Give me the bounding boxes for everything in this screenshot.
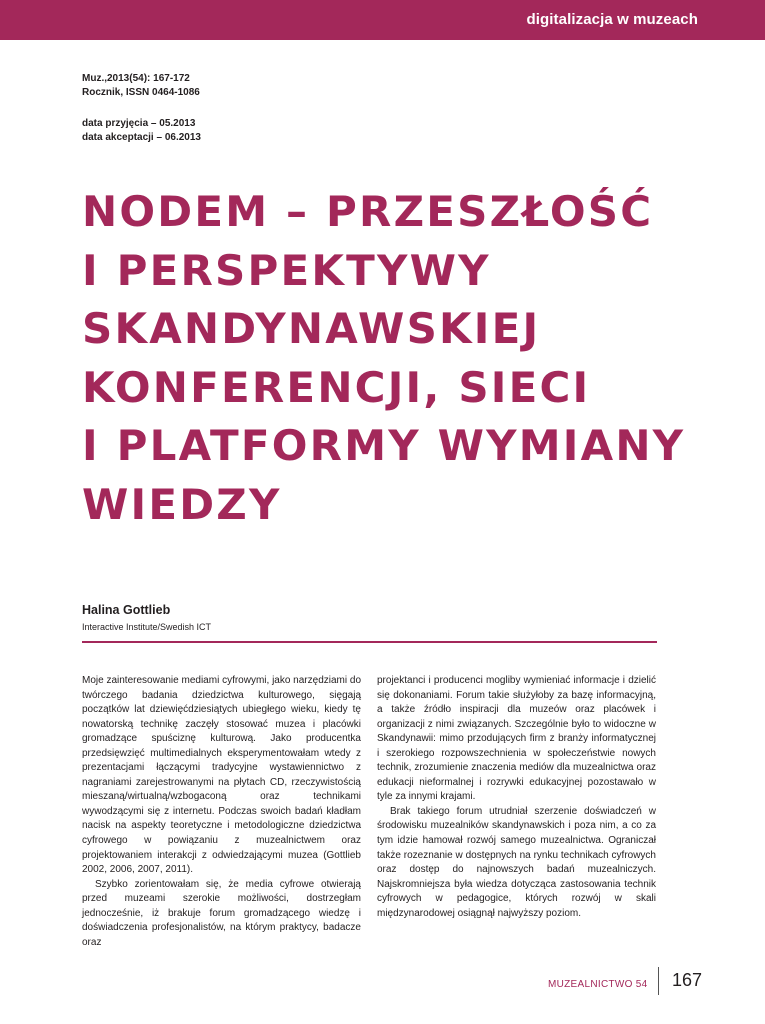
title-line: I PERSPEKTYWY [82, 245, 491, 295]
paragraph: Szybko zorientowałam się, że media cyfrowe otwierają przed muzeami szerokie możliwości, dostrzegłam jednocześnie, iż brakuje forum gromadzącego wiedzę i doświadczenia profesjonalistów, na którym praktycy, badacze oraz [82, 878, 361, 948]
received-date: data przyjęcia – 05.2013 [82, 118, 196, 129]
right-column [377, 674, 656, 921]
journal-name: MUZEALNICTWO 54 [548, 979, 648, 990]
left-column [82, 674, 361, 950]
author-affiliation: Interactive Institute/Swedish ICT [82, 622, 212, 632]
footer-divider [658, 967, 659, 995]
issn: Rocznik, ISSN 0464-1086 [82, 86, 200, 98]
citation-block [82, 72, 200, 99]
paragraph: Brak takiego forum utrudniał szerzenie doświadczeń w środowisku muzealników skandynawskich i poza nim, a co za tym idzie hamował rozwój samego muzealnictwa. Ograniczał także rozeznanie w dostępnych na rynku technikach cyfrowych oraz dostęp do najnowszych badań muzealniczych. Najskromniejsza była wiedza dotycząca zastosowania technik cyfrowych w pedagogice, których rozwój w skali międzynarodowej osiągnął najwyższy poziom. [377, 805, 656, 919]
paragraph: Moje zainteresowanie mediami cyfrowymi, jako narzędziami do twórczego badania dziedzictwa kulturowego, sięgają początków lat dziewięćdziesiątych ubiegłego wieku, kiedy tę nowatorską technikę zaczęły stosować muzea i placówki gromadzące spuściznę kulturową. Jako producentka przedsięwzięć multimedialnych eksperymentowałam wtedy z prezentacjami łączącymi tradycyjne wystawiennictwo z nagraniami zarejestrowanymi na płytach CD, rzeczywistością mieszaną/wirtualną/wzbogaconą oraz technikami wywodzącymi się z internetu. Podczas swoich badań kładłam nacisk na aspekty teoretyczne i metodologiczne dziedzictwa cyfrowego w powiązaniu z muzealnictwem oraz projektowaniem interakcji z odwiedzającymi muzea (Gottlieb 2002, 2006, 2007, 2011). [82, 675, 361, 876]
title-line: NODEM – PRZESZŁOŚĆ [82, 187, 654, 236]
accepted-date: data akceptacji – 06.2013 [82, 131, 201, 143]
divider [82, 641, 657, 643]
dates-block [82, 117, 201, 144]
article-title [82, 183, 722, 534]
title-line: WIEDZY [82, 479, 282, 529]
paragraph: projektanci i producenci mogliby wymieniać informacje i dzielić się dokonaniami. Forum takie służyłoby za bazę informacyjną, a także źródło inspiracji dla muzeów oraz placówek i organizacji z nimi związanych. Szczególnie było to widoczne w Skandynawii: mimo przodujących firm z branży informatycznej i szerokiego rozpowszechnienia w społeczeństwie nowych technik, zrozumienie znaczenia mediów dla muzealnictwa oraz edukacji nieformalnej i rozrywki edukacyjnej pozostawało w tyle za innymi krajami. [377, 675, 656, 803]
section-label: digitalizacja w muzeach [526, 11, 698, 28]
title-line: KONFERENCJI, SIECI [82, 362, 591, 412]
page-number: 167 [672, 970, 703, 990]
title-line: I PLATFORMY WYMIANY [82, 421, 686, 470]
citation: Muz.,2013(54): 167-172 [82, 73, 190, 84]
title-line: SKANDYNAWSKIEJ [82, 304, 541, 353]
header-bar [0, 0, 765, 40]
author-name: Halina Gottlieb [82, 603, 171, 617]
